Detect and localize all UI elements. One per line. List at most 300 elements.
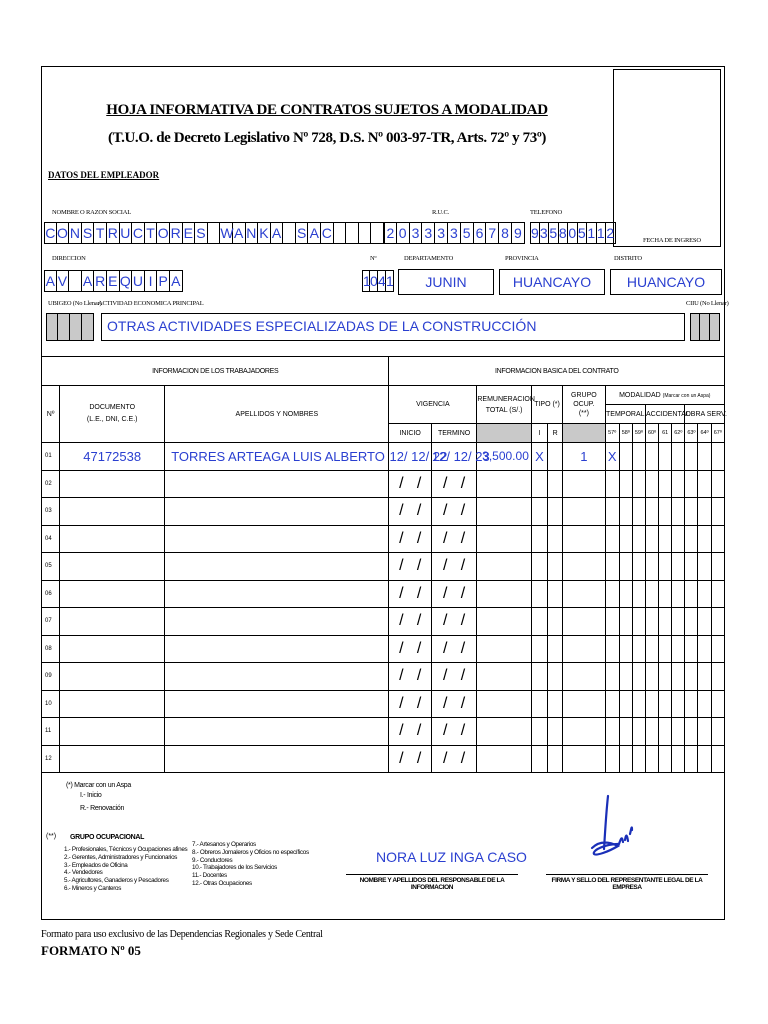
table-row (42, 718, 725, 746)
cell-inicio[interactable] (389, 635, 431, 663)
cell-tipo_i[interactable] (531, 690, 547, 718)
cell-modalidad[interactable] (605, 663, 619, 691)
cell-inicio[interactable] (389, 553, 431, 581)
cell-modalidad[interactable] (685, 635, 698, 663)
cell-documento[interactable] (60, 580, 165, 608)
cell-tipo_r[interactable] (548, 608, 563, 636)
cell-inicio[interactable] (389, 745, 431, 773)
ruc-cell[interactable]: 5 (461, 222, 474, 244)
razon-social-cell[interactable] (208, 222, 221, 244)
cell-inicio[interactable] (389, 525, 431, 553)
distrito-field[interactable]: HUANCAYO (610, 269, 722, 295)
cell-modalidad[interactable] (711, 553, 724, 581)
razon-social-cell[interactable]: A (271, 222, 284, 244)
cell-modalidad[interactable] (645, 608, 658, 636)
telefono-cell[interactable]: 1 (597, 222, 607, 244)
cell-remuneracion[interactable] (477, 745, 532, 773)
cell-modalidad[interactable] (672, 443, 685, 471)
cell-grupo[interactable] (563, 718, 605, 746)
razon-social-cell[interactable]: S (296, 222, 309, 244)
cell-documento[interactable] (60, 690, 165, 718)
cell-modalidad[interactable] (698, 580, 711, 608)
cell-nombre[interactable] (165, 718, 389, 746)
razon-social-cell[interactable]: U (120, 222, 133, 244)
cell-modalidad[interactable] (685, 580, 698, 608)
razon-social-cell[interactable]: C (132, 222, 145, 244)
cell-tipo_r[interactable] (548, 470, 563, 498)
cell-modalidad[interactable] (619, 553, 632, 581)
razon-social-cell[interactable]: T (145, 222, 158, 244)
date-separator: / / (443, 722, 466, 740)
cell-documento[interactable] (60, 470, 165, 498)
cell-modalidad[interactable] (619, 580, 632, 608)
cell-termino[interactable] (431, 470, 476, 498)
cell-termino[interactable] (431, 690, 476, 718)
razon-social-cell[interactable]: S (195, 222, 208, 244)
cell-modalidad[interactable] (685, 745, 698, 773)
cell-modalidad[interactable] (619, 635, 632, 663)
cell-inicio[interactable] (389, 718, 431, 746)
cell-nombre[interactable] (165, 553, 389, 581)
cell-remuneracion[interactable] (477, 498, 532, 526)
note-ast2: (**) (46, 833, 57, 840)
numero-cell[interactable]: 4 (378, 270, 386, 292)
cell-grupo[interactable] (563, 580, 605, 608)
actividad-field[interactable]: OTRAS ACTIVIDADES ESPECIALIZADAS DE LA CONSTRUCCIÓN (101, 313, 685, 341)
cell-modalidad[interactable] (605, 553, 619, 581)
cell-tipo_i[interactable] (531, 745, 547, 773)
header-num: Nº (42, 386, 60, 443)
numero-cells[interactable] (362, 270, 394, 292)
ruc-cell[interactable]: 0 (397, 222, 410, 244)
cell-modalidad[interactable] (632, 718, 645, 746)
cell-modalidad[interactable] (711, 690, 724, 718)
cell-tipo_r[interactable] (548, 580, 563, 608)
cell-tipo_r[interactable] (548, 663, 563, 691)
cell-remuneracion[interactable] (477, 580, 532, 608)
cell-modalidad[interactable] (685, 663, 698, 691)
cell-inicio[interactable] (389, 470, 431, 498)
ruc-cell[interactable]: 7 (486, 222, 499, 244)
cell-termino[interactable] (431, 608, 476, 636)
cell-nombre[interactable] (165, 608, 389, 636)
cell-grupo[interactable] (563, 690, 605, 718)
cell-nombre[interactable] (165, 580, 389, 608)
cell-modalidad[interactable] (645, 470, 658, 498)
razon-social-cell[interactable]: W (220, 222, 233, 244)
cell-modalidad[interactable] (672, 608, 685, 636)
cell-modalidad[interactable] (672, 745, 685, 773)
cell-modalidad[interactable] (645, 580, 658, 608)
cell-modalidad[interactable] (645, 690, 658, 718)
cell-termino[interactable] (431, 498, 476, 526)
cell-modalidad[interactable] (698, 745, 711, 773)
razon-social-cell[interactable]: E (183, 222, 196, 244)
cell-modalidad[interactable] (659, 690, 672, 718)
cell-remuneracion[interactable] (477, 608, 532, 636)
cell-modalidad[interactable] (711, 635, 724, 663)
cell-nombre[interactable] (165, 498, 389, 526)
razon-social-cell[interactable]: R (107, 222, 120, 244)
cell-tipo_r[interactable] (548, 635, 563, 663)
direccion-cells[interactable] (44, 270, 183, 292)
cell-documento[interactable] (60, 718, 165, 746)
telefono-cell[interactable]: 5 (549, 222, 559, 244)
cell-modalidad[interactable] (619, 525, 632, 553)
cell-modalidad[interactable] (605, 608, 619, 636)
direccion-cell[interactable]: A (82, 270, 95, 292)
cell-termino[interactable] (431, 525, 476, 553)
cell-documento[interactable] (60, 745, 165, 773)
cell-modalidad[interactable] (605, 470, 619, 498)
cell-modalidad[interactable] (659, 553, 672, 581)
cell-modalidad[interactable] (672, 580, 685, 608)
direccion-cell[interactable]: P (157, 270, 170, 292)
cell-modalidad[interactable] (632, 470, 645, 498)
cell-modalidad[interactable] (659, 525, 672, 553)
direccion-cell[interactable] (69, 270, 82, 292)
cell-modalidad[interactable] (685, 470, 698, 498)
razon-social-cell[interactable]: A (308, 222, 321, 244)
cell-modalidad[interactable] (672, 553, 685, 581)
cell-documento[interactable] (60, 553, 165, 581)
cell-tipo_r[interactable] (548, 443, 563, 471)
cell-modalidad[interactable] (619, 498, 632, 526)
cell-modalidad[interactable] (698, 525, 711, 553)
cell-remuneracion[interactable] (477, 690, 532, 718)
ruc-cell[interactable]: 8 (499, 222, 512, 244)
cell-tipo_r[interactable] (548, 553, 563, 581)
cell-termino[interactable]: 12/ 12/ 23 (431, 443, 476, 471)
table-row (42, 553, 725, 581)
direccion-cell[interactable]: E (107, 270, 120, 292)
numero-cell[interactable]: 1 (386, 270, 394, 292)
cell-modalidad[interactable] (632, 663, 645, 691)
cell-modalidad[interactable] (685, 443, 698, 471)
numero-cell[interactable]: 1 (362, 270, 370, 292)
cell-modalidad[interactable] (672, 498, 685, 526)
cell-documento[interactable]: 47172538 (60, 443, 165, 471)
cell-modalidad[interactable] (632, 608, 645, 636)
ruc-cell[interactable]: 6 (474, 222, 487, 244)
table-row (42, 663, 725, 691)
cell-termino[interactable] (431, 745, 476, 773)
table-row (42, 690, 725, 718)
cell-remuneracion[interactable] (477, 525, 532, 553)
cell-modalidad[interactable] (672, 635, 685, 663)
cell-modalidad[interactable] (645, 718, 658, 746)
cell-modalidad[interactable] (672, 718, 685, 746)
razon-social-cell[interactable]: C (44, 222, 57, 244)
razon-social-cell[interactable]: R (170, 222, 183, 244)
cell-modalidad[interactable] (619, 745, 632, 773)
cell-nombre[interactable] (165, 525, 389, 553)
cell-modalidad[interactable] (619, 443, 632, 471)
razon-social-cell[interactable] (371, 222, 384, 244)
cell-modalidad[interactable] (632, 690, 645, 718)
cell-modalidad[interactable] (685, 498, 698, 526)
cell-inicio[interactable] (389, 690, 431, 718)
ruc-cell[interactable]: 3 (410, 222, 423, 244)
grupo-item: 12.- Otras Ocupaciones (192, 879, 252, 887)
cell-modalidad[interactable] (605, 498, 619, 526)
cell-modalidad[interactable] (711, 745, 724, 773)
cell-tipo_i[interactable] (531, 498, 547, 526)
table-row (42, 443, 725, 471)
cell-modalidad[interactable] (632, 635, 645, 663)
cell-modalidad[interactable] (632, 745, 645, 773)
telefono-cell[interactable]: 3 (540, 222, 550, 244)
cell-modalidad[interactable] (698, 443, 711, 471)
direccion-cell[interactable]: V (57, 270, 70, 292)
ruc-cell[interactable]: 9 (512, 222, 525, 244)
cell-grupo[interactable] (563, 553, 605, 581)
cell-modalidad[interactable] (672, 525, 685, 553)
date-separator: / / (443, 749, 466, 767)
cell-num: 06 (42, 580, 60, 608)
header-vigencia: VIGENCIA (389, 386, 477, 424)
cell-modalidad[interactable] (645, 635, 658, 663)
cell-modalidad[interactable] (605, 690, 619, 718)
cell-termino[interactable] (431, 663, 476, 691)
razon-social-cell[interactable]: A (233, 222, 246, 244)
cell-modalidad[interactable] (659, 608, 672, 636)
razon-social-cell[interactable]: O (157, 222, 170, 244)
cell-nombre[interactable] (165, 690, 389, 718)
cell-modalidad[interactable] (685, 553, 698, 581)
cell-grupo[interactable] (563, 525, 605, 553)
razon-social-cell[interactable]: C (321, 222, 334, 244)
date-separator: / / (399, 749, 422, 767)
cell-modalidad[interactable] (711, 470, 724, 498)
razon-social-cell[interactable]: S (82, 222, 95, 244)
cell-modalidad[interactable] (711, 498, 724, 526)
cell-modalidad[interactable] (645, 525, 658, 553)
telefono-cells[interactable] (530, 222, 616, 244)
cell-modalidad[interactable] (619, 690, 632, 718)
numero-cell[interactable]: 0 (370, 270, 378, 292)
cell-tipo_r[interactable] (548, 690, 563, 718)
razon-social-cell[interactable] (334, 222, 347, 244)
cell-modalidad[interactable] (605, 718, 619, 746)
razon-social-cell[interactable]: N (69, 222, 82, 244)
cell-grupo[interactable] (563, 745, 605, 773)
cell-inicio[interactable] (389, 663, 431, 691)
cell-nombre[interactable] (165, 470, 389, 498)
telefono-cell[interactable]: 1 (587, 222, 597, 244)
cell-termino[interactable] (431, 635, 476, 663)
cell-modalidad[interactable] (711, 525, 724, 553)
cell-modalidad[interactable] (659, 718, 672, 746)
cell-modalidad[interactable] (711, 608, 724, 636)
cell-grupo[interactable] (563, 470, 605, 498)
cell-modalidad[interactable] (619, 663, 632, 691)
razon-social-cell[interactable]: T (94, 222, 107, 244)
signature-image (588, 794, 644, 862)
razon-social-cell[interactable] (359, 222, 372, 244)
cell-modalidad[interactable] (685, 690, 698, 718)
cell-termino[interactable] (431, 580, 476, 608)
header-grupo-fill (563, 424, 605, 443)
ruc-cell[interactable]: 2 (384, 222, 397, 244)
cell-modalidad[interactable]: X (605, 443, 619, 471)
cell-nombre[interactable] (165, 663, 389, 691)
cell-modalidad[interactable] (711, 443, 724, 471)
telefono-cell[interactable]: 5 (578, 222, 588, 244)
cell-modalidad[interactable] (605, 635, 619, 663)
cell-modalidad[interactable] (645, 553, 658, 581)
cell-modalidad[interactable] (698, 498, 711, 526)
cell-modalidad[interactable] (685, 718, 698, 746)
header-obra: OBRA SERV. (685, 405, 725, 424)
cell-modalidad[interactable] (632, 498, 645, 526)
cell-tipo_i[interactable] (531, 470, 547, 498)
cell-modalidad[interactable] (711, 663, 724, 691)
razon-social-cells[interactable] (44, 222, 384, 244)
header-art-6: 63º (685, 424, 698, 443)
cell-modalidad[interactable] (698, 608, 711, 636)
grupo-item: 8.- Obreros Jornaleros y Oficios no específicos (192, 848, 309, 856)
ruc-cell[interactable]: 3 (448, 222, 461, 244)
header-art-3: 60º (645, 424, 658, 443)
cell-modalidad[interactable] (659, 498, 672, 526)
cell-termino[interactable] (431, 553, 476, 581)
cell-modalidad[interactable] (619, 608, 632, 636)
direccion-cell[interactable]: I (145, 270, 158, 292)
cell-remuneracion[interactable] (477, 663, 532, 691)
cell-remuneracion[interactable]: 3,500.00 (477, 443, 532, 471)
cell-tipo_i[interactable] (531, 553, 547, 581)
cell-inicio[interactable] (389, 580, 431, 608)
cell-modalidad[interactable] (711, 718, 724, 746)
cell-modalidad[interactable] (698, 690, 711, 718)
cell-documento[interactable] (60, 525, 165, 553)
cell-modalidad[interactable] (659, 663, 672, 691)
cell-modalidad[interactable] (632, 443, 645, 471)
cell-modalidad[interactable] (711, 580, 724, 608)
direccion-cell[interactable]: A (44, 270, 57, 292)
cell-grupo[interactable] (563, 608, 605, 636)
cell-tipo_i[interactable] (531, 608, 547, 636)
cell-tipo_i[interactable] (531, 580, 547, 608)
cell-documento[interactable] (60, 498, 165, 526)
ruc-cells[interactable] (384, 222, 525, 244)
cell-modalidad[interactable] (698, 718, 711, 746)
ruc-cell[interactable]: 3 (422, 222, 435, 244)
cell-modalidad[interactable] (632, 553, 645, 581)
cell-modalidad[interactable] (698, 553, 711, 581)
provincia-field[interactable]: HUANCAYO (499, 269, 605, 295)
cell-modalidad[interactable] (672, 663, 685, 691)
cell-tipo_r[interactable] (548, 525, 563, 553)
cell-modalidad[interactable] (698, 663, 711, 691)
cell-modalidad[interactable] (632, 580, 645, 608)
telefono-cell[interactable]: 9 (530, 222, 540, 244)
direccion-cell[interactable]: Q (120, 270, 133, 292)
telefono-cell[interactable]: 8 (559, 222, 569, 244)
cell-modalidad[interactable] (659, 443, 672, 471)
cell-tipo_r[interactable] (548, 745, 563, 773)
cell-modalidad[interactable] (698, 470, 711, 498)
cell-tipo_i[interactable]: X (531, 443, 547, 471)
cell-inicio[interactable] (389, 608, 431, 636)
cell-remuneracion[interactable] (477, 635, 532, 663)
label-razon-social: NOMBRE O RAZON SOCIAL (52, 209, 132, 216)
cell-modalidad[interactable] (619, 718, 632, 746)
cell-modalidad[interactable] (659, 745, 672, 773)
cell-modalidad[interactable] (619, 470, 632, 498)
cell-modalidad[interactable] (605, 745, 619, 773)
cell-grupo[interactable] (563, 663, 605, 691)
razon-social-cell[interactable]: N (246, 222, 259, 244)
direccion-cell[interactable]: A (170, 270, 183, 292)
cell-tipo_i[interactable] (531, 663, 547, 691)
razon-social-cell[interactable]: K (258, 222, 271, 244)
cell-modalidad[interactable] (672, 470, 685, 498)
cell-modalidad[interactable] (605, 580, 619, 608)
cell-modalidad[interactable] (659, 470, 672, 498)
telefono-cell[interactable]: 0 (568, 222, 578, 244)
cell-inicio[interactable]: 12/ 12/ 22 (389, 443, 431, 471)
direccion-cell[interactable]: R (94, 270, 107, 292)
cell-modalidad[interactable] (685, 608, 698, 636)
cell-modalidad[interactable] (698, 635, 711, 663)
cell-nombre[interactable] (165, 745, 389, 773)
cell-inicio[interactable] (389, 498, 431, 526)
header-art-8: 67º (711, 424, 724, 443)
cell-modalidad[interactable] (659, 580, 672, 608)
cell-grupo[interactable] (563, 498, 605, 526)
header-remuneracion-fill (477, 424, 532, 443)
direccion-cell[interactable]: U (132, 270, 145, 292)
cell-grupo[interactable]: 1 (563, 443, 605, 471)
cell-modalidad[interactable] (645, 663, 658, 691)
cell-nombre[interactable]: TORRES ARTEAGA LUIS ALBERTO (165, 443, 389, 471)
cell-documento[interactable] (60, 635, 165, 663)
ruc-cell[interactable]: 3 (435, 222, 448, 244)
cell-remuneracion[interactable] (477, 470, 532, 498)
cell-modalidad[interactable] (672, 690, 685, 718)
cell-tipo_i[interactable] (531, 718, 547, 746)
cell-grupo[interactable] (563, 635, 605, 663)
razon-social-cell[interactable] (283, 222, 296, 244)
cell-modalidad[interactable] (632, 525, 645, 553)
cell-tipo_i[interactable] (531, 525, 547, 553)
cell-remuneracion[interactable] (477, 718, 532, 746)
cell-tipo_r[interactable] (548, 498, 563, 526)
cell-tipo_i[interactable] (531, 635, 547, 663)
cell-modalidad[interactable] (645, 443, 658, 471)
date-separator: / / (399, 502, 422, 520)
cell-modalidad[interactable] (659, 635, 672, 663)
cell-remuneracion[interactable] (477, 553, 532, 581)
table-row (42, 470, 725, 498)
cell-termino[interactable] (431, 718, 476, 746)
cell-documento[interactable] (60, 608, 165, 636)
cell-modalidad[interactable] (605, 525, 619, 553)
cell-modalidad[interactable] (645, 745, 658, 773)
cell-documento[interactable] (60, 663, 165, 691)
departamento-field[interactable]: JUNIN (398, 269, 494, 295)
cell-tipo_r[interactable] (548, 718, 563, 746)
razon-social-cell[interactable] (346, 222, 359, 244)
cell-modalidad[interactable] (645, 498, 658, 526)
telefono-cell[interactable]: 2 (606, 222, 616, 244)
cell-nombre[interactable] (165, 635, 389, 663)
razon-social-cell[interactable]: O (57, 222, 70, 244)
cell-modalidad[interactable] (685, 525, 698, 553)
header-inicio: INICIO (389, 424, 431, 443)
